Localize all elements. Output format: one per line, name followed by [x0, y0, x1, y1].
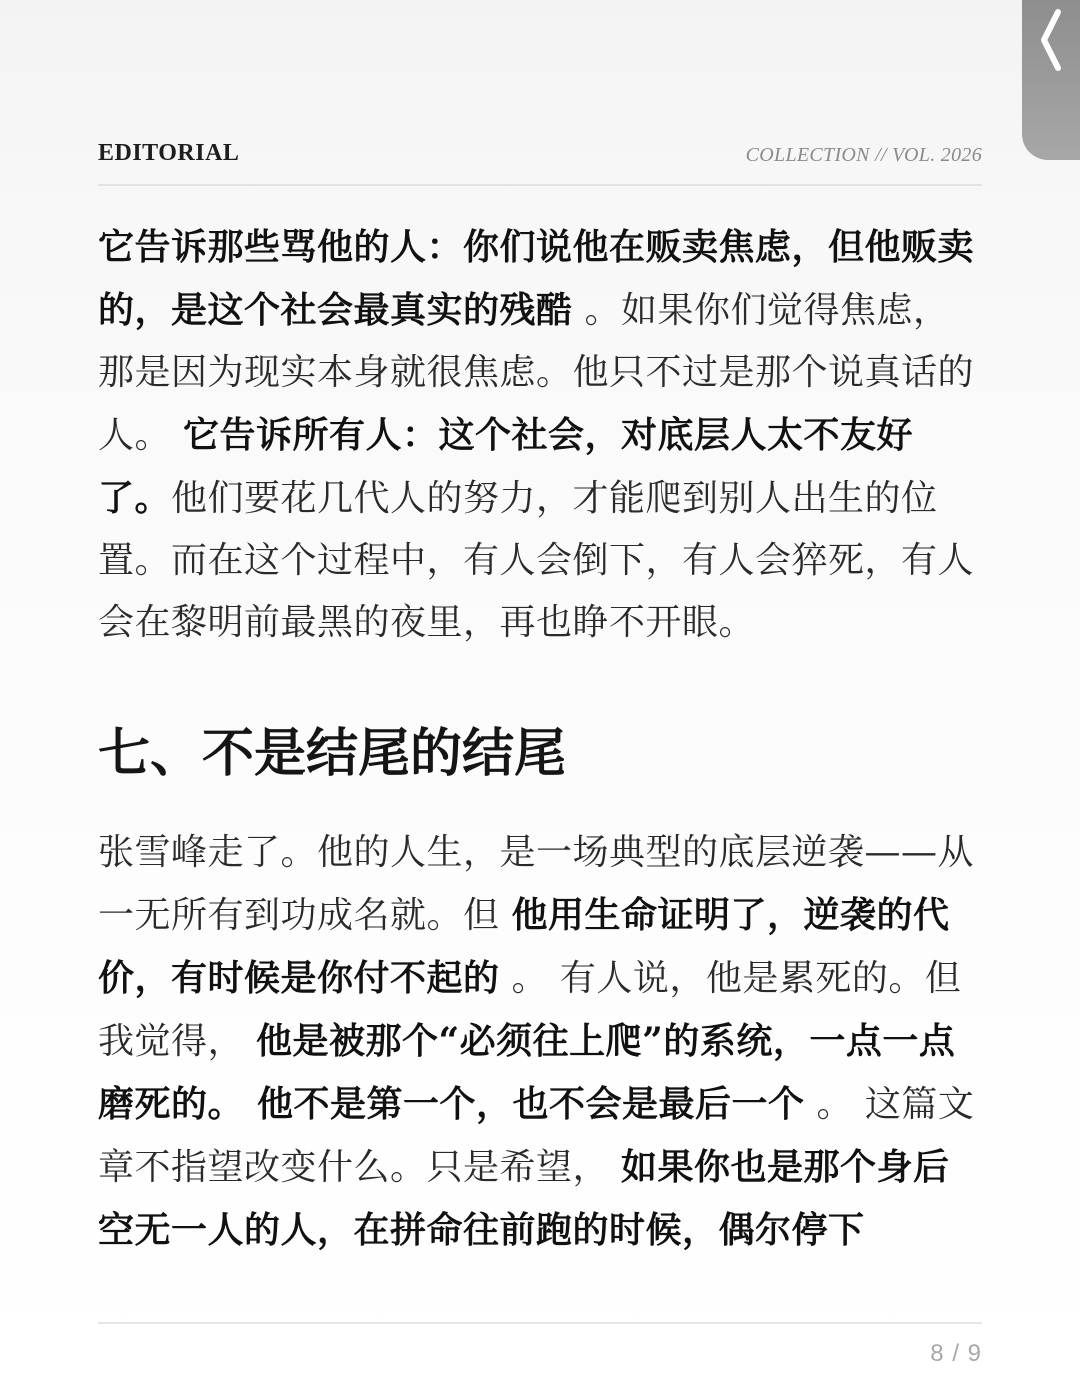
body-text: 。 这篇文章不指望改变什么。只是希望， [98, 1084, 975, 1188]
emphasis-text: 他是被那个“必须往上爬”的系统，一点一点磨死的。 他不是第一个，也不会是最后一个 [98, 1020, 956, 1125]
emphasis-text: 如果你也是那个身后空无一人的人，在拼命往前跑的时候，偶尔停下 [98, 1146, 950, 1251]
body-text: 。如果你们觉得焦虑，那是因为现实本身就很焦虑。他只不过是那个说真话的人。 [98, 290, 975, 456]
emphasis-text: 它告诉所有人：这个社会，对底层人太不友好了。 [98, 414, 913, 519]
page-indicator: 8 / 9 [930, 1340, 982, 1367]
article-paragraph-2 [98, 822, 978, 1262]
body-text: 张雪峰走了。他的人生，是一场典型的底层逆袭——从一无所有到功成名就。但 [98, 832, 975, 936]
emphasis-text: 他用生命证明了，逆袭的代价，有时候是你付不起的 [98, 894, 950, 999]
page-header [98, 140, 982, 186]
collection-label: COLLECTION // VOL. 2026 [745, 144, 982, 166]
body-text: 。 有人说，他是累死的。但我觉得， [98, 958, 962, 1062]
section-heading: 七、不是结尾的结尾 [98, 723, 567, 784]
footer-divider [98, 1322, 982, 1324]
body-text: 他们要花几代人的努力，才能爬到别人出生的位置。而在这个过程中，有人会倒下，有人会猝死，有人会在黎明前最黑的夜里，再也睁不开眼。 [98, 478, 975, 643]
article-paragraph-1 [98, 216, 978, 654]
chevron-left-icon [1036, 4, 1066, 76]
back-button[interactable] [1022, 0, 1080, 160]
brand-label: EDITORIAL [98, 140, 240, 166]
emphasis-text: 它告诉那些骂他的人：你们说他在贩卖焦虑，但他贩卖的，是这个社会最真实的残酷 [98, 226, 975, 331]
